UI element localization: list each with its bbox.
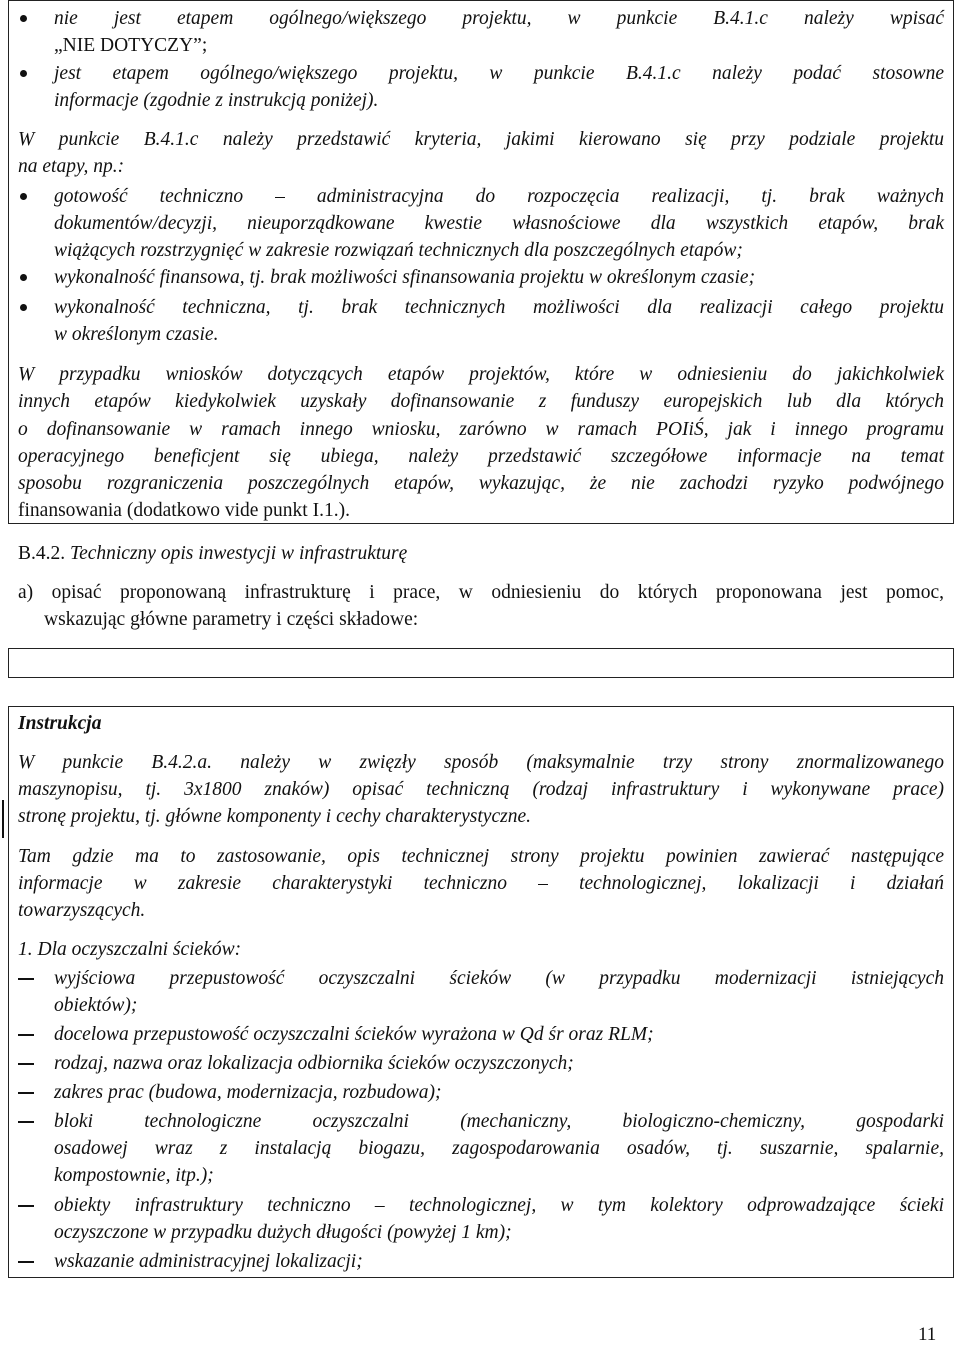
dash-bullet <box>18 1121 34 1123</box>
instruction-heading: Instrukcja <box>18 713 102 734</box>
bullet <box>20 15 27 22</box>
answer-field[interactable] <box>8 648 954 678</box>
text-line: w określonym czasie. <box>54 324 219 345</box>
bullet <box>20 193 27 200</box>
list-item: wskazanie administracyjnej lokalizacji; <box>54 1251 363 1272</box>
list-item: oczyszczone w przypadku dużych długości (powyżej 1 km); <box>54 1222 512 1243</box>
list-item: obiektów); <box>54 995 138 1016</box>
bullet <box>20 274 27 281</box>
text-line: finansowania (dodatkowo vide punkt I.1.). <box>18 500 350 521</box>
dash-bullet <box>18 1261 34 1263</box>
text-line: gotowość techniczno – administracyjna do rozpoczęcia realizacji, tj. brak ważnych <box>54 186 944 207</box>
item-a-text: wskazując główne parametry i części składowe: <box>44 609 419 630</box>
page-number: 11 <box>918 1324 937 1345</box>
list-item: obiekty infrastruktury techniczno – technologicznej, w tym kolektory odprowadzające ścieki <box>54 1195 944 1216</box>
item-a-text: a) opisać proponowaną infrastrukturę i prace, w odniesieniu do których proponowana jest pomoc, <box>18 582 944 603</box>
text-line: informacje w zakresie charakterystyki techniczno – technologicznej, lokalizacji i działań <box>18 873 944 894</box>
list-item: docelowa przepustowość oczyszczalni ścieków wyrażona w Qd śr oraz RLM; <box>54 1024 654 1045</box>
text-line: wykonalność finansowa, tj. brak możliwości sfinansowania projektu w określonym czasie; <box>54 267 756 288</box>
list-item: wyjściowa przepustowość oczyszczalni ścieków (w przypadku modernizacji istniejących <box>54 968 944 989</box>
text-line: W punkcie B.4.1.c należy przedstawić kryteria, jakimi kierowano się przy podziale projektu <box>18 129 944 150</box>
section-title: Techniczny opis inwestycji w infrastrukturę <box>70 543 408 564</box>
dash-bullet <box>18 1034 34 1036</box>
list-item: kompostownie, itp.); <box>54 1165 214 1186</box>
list-item: zakres prac (budowa, modernizacja, rozbudowa); <box>54 1082 442 1103</box>
text-line: na etapy, np.: <box>18 156 125 177</box>
text-line: towarzyszących. <box>18 900 146 921</box>
text-line: dokumentów/decyzji, nieuporządkowane kwestie własnościowe dla wszystkich etapów, brak <box>54 213 944 234</box>
text-line: „NIE DOTYCZY”; <box>54 35 208 56</box>
dash-bullet <box>18 978 34 980</box>
text-line: o dofinansowanie w ramach innego wniosku, zarówno w ramach POIiŚ, jak i innego programu <box>18 419 944 440</box>
text-line: Tam gdzie ma to zastosowanie, opis technicznej strony projektu powinien zawierać następujące <box>18 846 944 867</box>
text-line: W przypadku wniosków dotyczących etapów projektów, które w odniesieniu do jakichkolwiek <box>18 364 944 385</box>
text-line: innych etapów kiedykolwiek uzyskały dofinansowanie z funduszy europejskich lub dla których <box>18 391 944 412</box>
margin-change-bar <box>2 800 4 838</box>
bullet <box>20 70 27 77</box>
dash-bullet <box>18 1063 34 1065</box>
dash-bullet <box>18 1092 34 1094</box>
list-heading: 1. Dla oczyszczalni ścieków: <box>18 939 242 960</box>
list-item: rodzaj, nazwa oraz lokalizacja odbiornika ścieków oczyszczonych; <box>54 1053 574 1074</box>
text-line: W punkcie B.4.2.a. należy w zwięzły sposób (maksymalnie trzy strony znormalizowanego <box>18 752 944 773</box>
text-line: wykonalność techniczna, tj. brak technicznych możliwości dla realizacji całego projektu <box>54 297 944 318</box>
bullet <box>20 304 27 311</box>
dash-bullet <box>18 1205 34 1207</box>
text-line: stronę projektu, tj. główne komponenty i cechy charakterystyczne. <box>18 806 531 827</box>
list-item: osadowej wraz z instalacją biogazu, zagospodarowania osadów, tj. suszarnie, spalarnie, <box>54 1138 944 1159</box>
section-number: B.4.2. <box>18 543 66 564</box>
section-heading <box>18 541 407 567</box>
text-line: operacyjnego beneficjent się ubiega, należy przedstawić szczegółowe informacje na temat <box>18 446 944 467</box>
text-line: jest etapem ogólnego/większego projektu, w punkcie B.4.1.c należy podać stosowne <box>54 63 944 84</box>
list-item: bloki technologiczne oczyszczalni (mechaniczny, biologiczno-chemiczny, gospodarki <box>54 1111 944 1132</box>
text-line: sposobu rozgraniczenia poszczególnych etapów, wykazując, że nie zachodzi ryzyko podwójnego <box>18 473 944 494</box>
text-line: nie jest etapem ogólnego/większego projektu, w punkcie B.4.1.c należy wpisać <box>54 8 944 29</box>
text-line: maszynopisu, tj. 3x1800 znaków) opisać techniczną (rodzaj infrastruktury i wykonywane prace) <box>18 779 944 800</box>
text-line: wiążących rozstrzygnięć w zakresie rozwiązań technicznych dla poszczególnych etapów; <box>54 240 743 261</box>
text-line: informacje (zgodnie z instrukcją poniżej). <box>54 90 379 111</box>
